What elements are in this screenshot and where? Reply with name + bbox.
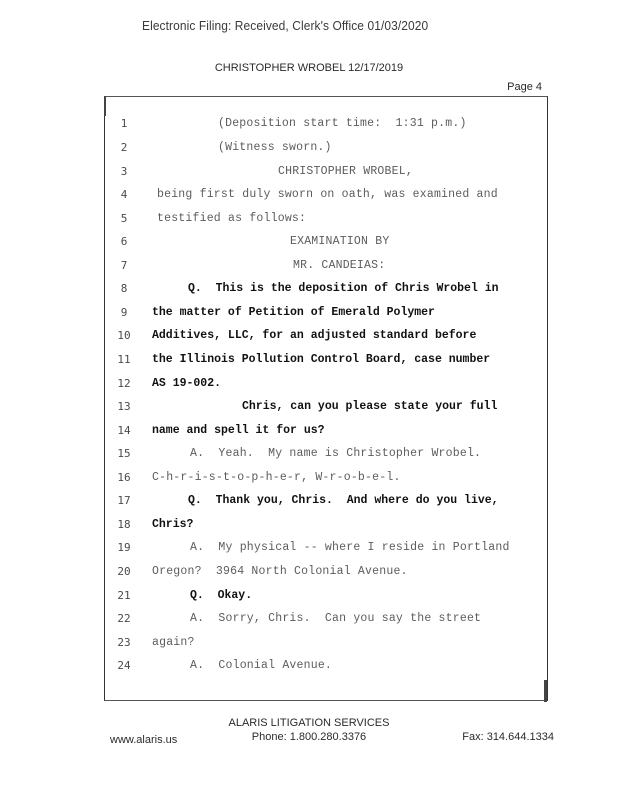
line-number: 15 <box>117 447 131 460</box>
line-text: again? <box>152 636 195 649</box>
transcript-line <box>0 235 618 257</box>
transcript-line <box>0 306 618 328</box>
frame-mark <box>104 96 106 116</box>
line-text: A. Yeah. My name is Christopher Wrobel. <box>190 447 482 460</box>
transcript-line <box>0 259 618 281</box>
footer-fax: Fax: 314.644.1334 <box>462 731 554 743</box>
line-number: 22 <box>117 612 131 625</box>
filing-stamp: Electronic Filing: Received, Clerk's Office 01/03/2020 <box>142 18 429 33</box>
line-number: 21 <box>117 589 131 602</box>
transcript-line <box>0 141 618 163</box>
line-number: 8 <box>120 282 128 295</box>
line-text: testified as follows: <box>157 212 307 225</box>
line-text: (Deposition start time: 1:31 p.m.) <box>218 117 467 130</box>
transcript-line <box>0 565 618 587</box>
transcript-line <box>0 353 618 375</box>
transcript-line <box>0 471 618 493</box>
line-number: 7 <box>120 259 128 272</box>
line-number: 23 <box>117 636 131 649</box>
line-number: 16 <box>117 471 131 484</box>
line-number: 2 <box>120 141 128 154</box>
line-number: 1 <box>120 117 128 130</box>
footer-phone: Phone: 1.800.280.3376 <box>251 731 367 743</box>
line-number: 12 <box>117 377 131 390</box>
transcript-line <box>0 659 618 681</box>
line-number: 17 <box>117 494 131 507</box>
line-number: 11 <box>117 353 131 366</box>
transcript-line <box>0 117 618 139</box>
transcript-line <box>0 636 618 658</box>
line-text: Q. Okay. <box>190 589 253 602</box>
footer-company: ALARIS LITIGATION SERVICES <box>228 717 390 729</box>
line-text: A. Sorry, Chris. Can you say the street <box>190 612 482 625</box>
line-text: Q. This is the deposition of Chris Wrobel in <box>188 282 499 295</box>
transcript-line <box>0 589 618 611</box>
transcript-line <box>0 212 618 234</box>
line-number: 4 <box>120 188 128 201</box>
line-text: EXAMINATION BY <box>290 235 390 248</box>
line-number: 19 <box>117 541 131 554</box>
line-text: A. Colonial Avenue. <box>190 659 333 672</box>
frame-mark <box>544 680 547 702</box>
line-number: 9 <box>120 306 128 319</box>
line-text: A. My physical -- where I reside in Portland <box>190 541 510 554</box>
transcript-line <box>0 377 618 399</box>
line-text: name and spell it for us? <box>152 424 325 437</box>
transcript-line <box>0 400 618 422</box>
line-text: CHRISTOPHER WROBEL, <box>278 165 413 178</box>
line-number: 6 <box>120 235 128 248</box>
transcript-line <box>0 165 618 187</box>
header-deponent-date: CHRISTOPHER WROBEL 12/17/2019 <box>214 62 404 74</box>
line-text: (Witness sworn.) <box>218 141 332 154</box>
line-text: being first duly sworn on oath, was examined and <box>157 188 498 201</box>
footer-website: www.alaris.us <box>110 734 178 746</box>
line-number: 18 <box>117 518 131 531</box>
line-text: Q. Thank you, Chris. And where do you live, <box>188 494 499 507</box>
line-number: 5 <box>120 212 128 225</box>
line-number: 10 <box>117 329 131 342</box>
line-number: 3 <box>120 165 128 178</box>
transcript-line <box>0 282 618 304</box>
line-text: Chris? <box>152 518 194 531</box>
line-number: 14 <box>117 424 131 437</box>
transcript-line <box>0 447 618 469</box>
line-text: Chris, can you please state your full <box>242 400 498 413</box>
line-number: 24 <box>117 659 131 672</box>
transcript-line <box>0 541 618 563</box>
line-number: 20 <box>117 565 131 578</box>
line-text: the matter of Petition of Emerald Polymer <box>152 306 435 319</box>
transcript-line <box>0 494 618 516</box>
line-text: C-h-r-i-s-t-o-p-h-e-r, W-r-o-b-e-l. <box>152 471 401 484</box>
line-text: AS 19-002. <box>152 377 222 390</box>
transcript-line <box>0 612 618 634</box>
line-text: Oregon? 3964 North Colonial Avenue. <box>152 565 408 578</box>
transcript-line <box>0 424 618 446</box>
transcript-line <box>0 518 618 540</box>
transcript-line <box>0 329 618 351</box>
line-text: Additives, LLC, for an adjusted standard before <box>152 329 477 342</box>
transcript-line <box>0 188 618 210</box>
line-text: MR. CANDEIAS: <box>293 259 386 272</box>
page-number: Page 4 <box>507 81 542 93</box>
line-text: the Illinois Pollution Control Board, case number <box>152 353 491 366</box>
line-number: 13 <box>117 400 131 413</box>
